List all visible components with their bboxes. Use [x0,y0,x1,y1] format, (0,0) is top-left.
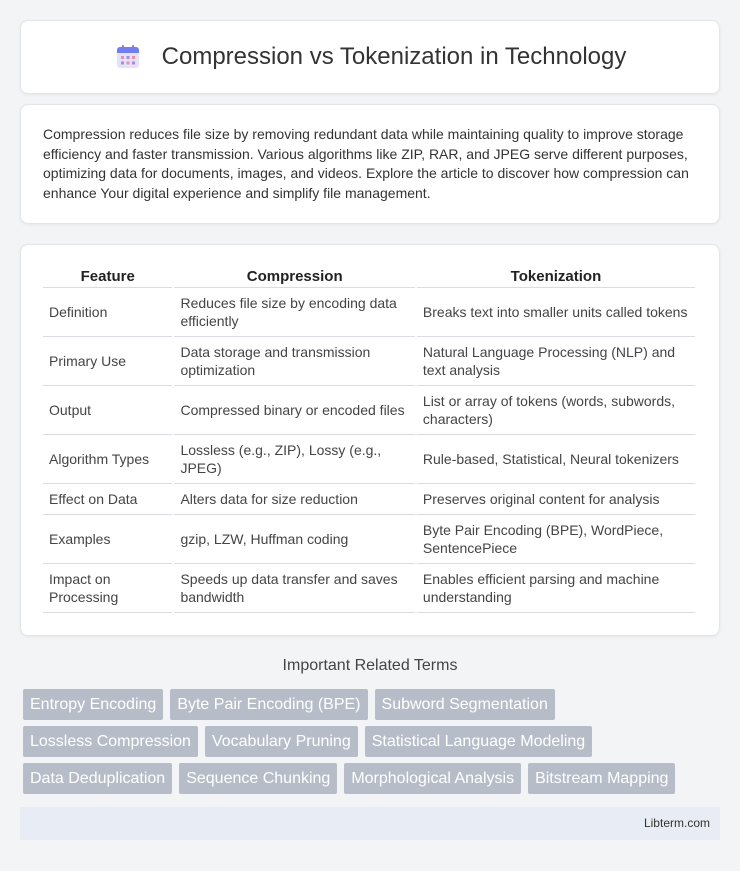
table-row [43,337,695,386]
tokenization-cell: Preserves original content for analysis [417,484,695,515]
feature-cell: Output [43,386,172,435]
table-row [43,288,695,337]
term-tag[interactable]: Morphological Analysis [344,763,521,794]
column-header-tokenization: Tokenization [417,265,695,288]
intro-text: Compression reduces file size by removing redundant data while maintaining quality to improve storage efficiency and faster transmission. Various algorithms like ZIP, RAR, and JPEG serve different purposes, optimizing data for documents, images, and videos. Explore the article to discover how compression can enhance Your digital experience and simplify file management. [43,126,689,201]
feature-cell: Definition [43,288,172,337]
term-tag[interactable]: Vocabulary Pruning [205,726,358,757]
tag-row [23,689,723,720]
table-row [43,386,695,435]
calendar-grid-icon [114,43,142,71]
comparison-table [41,265,697,613]
column-header-compression: Compression [174,265,414,288]
compression-cell: Data storage and transmission optimization [174,337,414,386]
compression-cell: Reduces file size by encoding data efficiently [174,288,414,337]
table-row [43,435,695,484]
intro-card [20,104,720,224]
footer [20,807,720,840]
term-tag[interactable]: Byte Pair Encoding (BPE) [170,689,367,720]
related-terms-list [23,689,723,800]
feature-cell: Algorithm Types [43,435,172,484]
footer-brand-link[interactable]: Libterm.com [643,816,710,830]
tokenization-cell: Rule-based, Statistical, Neural tokenizers [417,435,695,484]
column-header-feature: Feature [43,265,172,288]
related-terms-heading: Important Related Terms [282,657,458,674]
feature-cell: Examples [43,515,172,564]
tokenization-cell: Breaks text into smaller units called tokens [417,288,695,337]
compression-cell: Speeds up data transfer and saves bandwidth [174,564,414,613]
feature-cell: Effect on Data [43,484,172,515]
page-title: Compression vs Tokenization in Technology [161,43,627,70]
compression-cell: gzip, LZW, Huffman coding [174,515,414,564]
feature-cell: Impact on Processing [43,564,172,613]
tokenization-cell: Natural Language Processing (NLP) and text analysis [417,337,695,386]
term-tag[interactable]: Data Deduplication [23,763,172,794]
tokenization-cell: Enables efficient parsing and machine understanding [417,564,695,613]
compression-cell: Lossless (e.g., ZIP), Lossy (e.g., JPEG) [174,435,414,484]
term-tag[interactable]: Sequence Chunking [179,763,337,794]
table-row [43,515,695,564]
comparison-table-card [20,244,720,636]
term-tag[interactable]: Statistical Language Modeling [365,726,592,757]
compression-cell: Alters data for size reduction [174,484,414,515]
table-row [43,484,695,515]
term-tag[interactable]: Entropy Encoding [23,689,163,720]
header-card [20,20,720,94]
tag-row [23,726,723,757]
table-row [43,564,695,613]
term-tag[interactable]: Subword Segmentation [375,689,555,720]
term-tag[interactable]: Lossless Compression [23,726,198,757]
table-header-row [43,265,695,288]
feature-cell: Primary Use [43,337,172,386]
term-tag[interactable]: Bitstream Mapping [528,763,675,794]
tokenization-cell: List or array of tokens (words, subwords, characters) [417,386,695,435]
compression-cell: Compressed binary or encoded files [174,386,414,435]
tag-row [23,763,723,794]
tokenization-cell: Byte Pair Encoding (BPE), WordPiece, SentencePiece [417,515,695,564]
